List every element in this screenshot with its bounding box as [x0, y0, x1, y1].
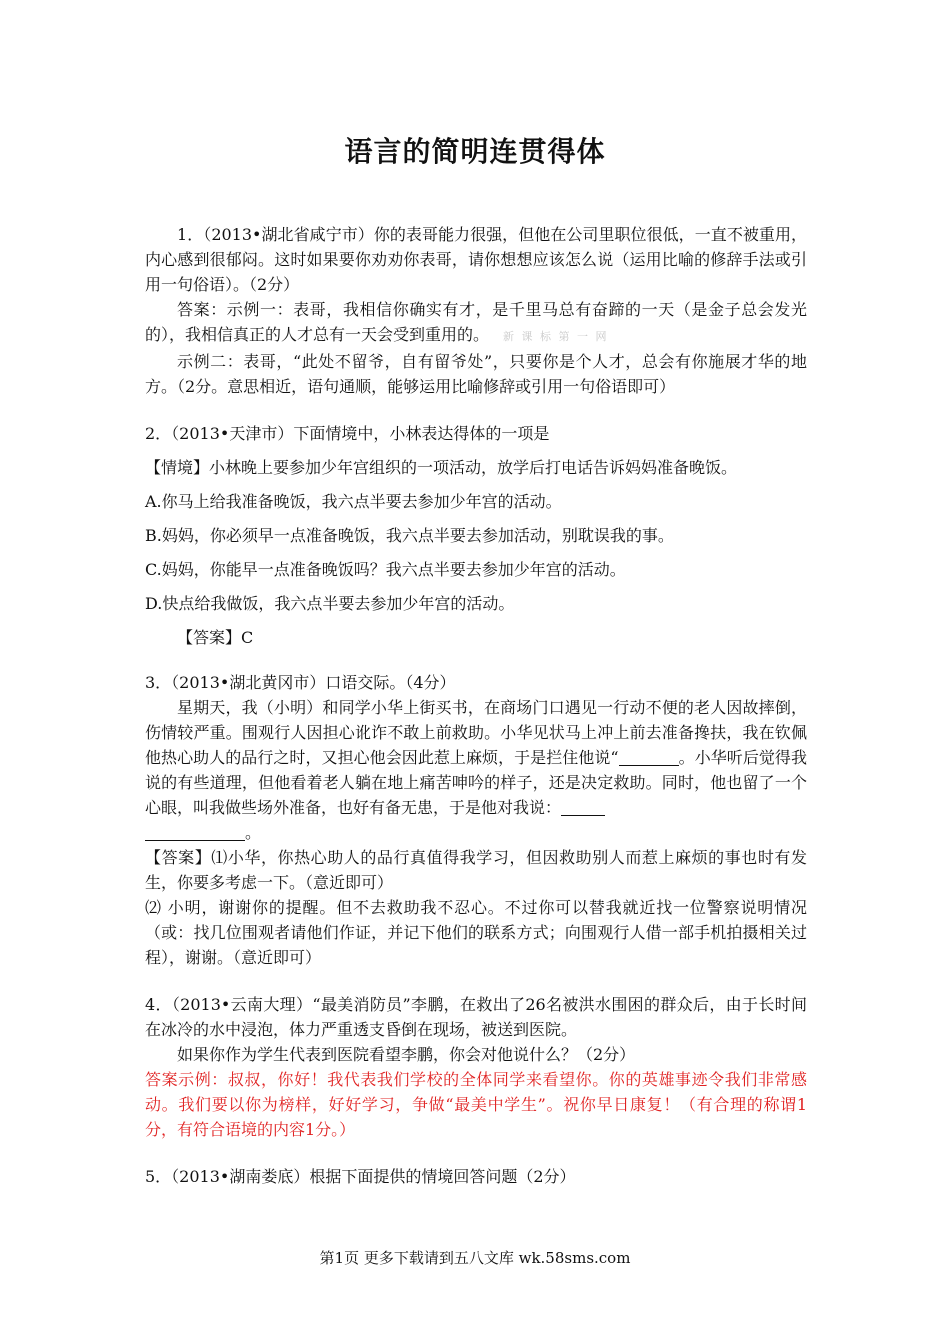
answer-blank-2a[interactable]	[561, 799, 605, 816]
q2-option-b: B.妈妈，你必须早一点准备晚饭，我六点半要去参加活动，别耽误我的事。	[145, 526, 674, 545]
answer-blank-2b[interactable]	[145, 824, 245, 841]
q2-answer: 【答案】C	[177, 628, 254, 647]
q1-answer-1-text: 答案：示例一：表哥，我相信你确实有才，是千里马总有奋蹄的一天（是金子总会发光的），我相信真正的人才总有一天会受到重用的。	[145, 300, 807, 344]
q3-passage-part-2: 。小华听后觉得我说的有些道理，但他看着老人躺在地上痛苦呻吟的样子，还是决定救助。同时，他也留了一个心眼，叫我做些场外准备，也好有备无患，于是他对我说：	[145, 748, 807, 817]
q5-question: 5．（2013•湖南娄底）根据下面提供的情境回答问题（2分）	[145, 1167, 576, 1186]
q2-option-a: A.你马上给我准备晚饭，我六点半要去参加少年宫的活动。	[145, 492, 562, 511]
q4-answer: 答案示例：叔叔，你好！我代表我们学校的全体同学来看望你。你的英雄事迹令我们非常感动。我们要以你为榜样，好好学习，争做“最美中学生”。祝你早日康复！（有合理的称谓1分，有符合语境的内容1分。）	[145, 1070, 807, 1139]
q4-prompt: 如果你作为学生代表到医院看望李鹏，你会对他说什么？（2分）	[177, 1045, 636, 1064]
document-body	[145, 222, 807, 1189]
answer-blank-1[interactable]	[619, 749, 679, 766]
q3-answer-2: ⑵ 小明，谢谢你的提醒。但不去救助我不忍心。不过你可以替我就近找一位警察说明情况（或：找几位围观者请他们作证，并记下他们的联系方式；向围观行人借一部手机拍摄相关过程），谢谢。（意近即可）	[145, 898, 807, 967]
watermark-text: 新 课 标 第 一 网	[503, 330, 609, 343]
q3-passage	[145, 695, 807, 845]
q4-question: 4．（2013•云南大理）“最美消防员”李鹏，在救出了26名被洪水围困的群众后，由于长时间在冰冷的水中浸泡，体力严重透支昏倒在现场，被送到医院。	[145, 995, 807, 1039]
q1-answer-example-2: 示例二：表哥，“此处不留爷，自有留爷处”，只要你是个人才，总会有你施展才华的地方。（2分。意思相近，语句通顺，能够运用比喻修辞或引用一句俗语即可）	[145, 352, 807, 396]
page-footer: 第1页 更多下载请到五八文库 wk.58sms.com	[319, 1249, 631, 1267]
q2-option-c: C.妈妈，你能早一点准备晚饭吗？我六点半要去参加少年宫的活动。	[145, 560, 626, 579]
q2-context: 【情境】小林晚上要参加少年宫组织的一项活动，放学后打电话告诉妈妈准备晚饭。	[145, 458, 738, 477]
q2-question: 2．（2013•天津市）下面情境中，小林表达得体的一项是	[145, 424, 550, 443]
q3-passage-end: 。	[245, 823, 262, 842]
q3-answer-1: 【答案】⑴小华，你热心助人的品行真值得我学习，但因救助别人而惹上麻烦的事也时有发生，你要多考虑一下。（意近即可）	[145, 848, 807, 892]
q1-answer-example-1	[145, 297, 807, 349]
q2-option-d: D.快点给我做饭，我六点半要去参加少年宫的活动。	[145, 594, 515, 613]
q3-question: 3．（2013•湖北黄冈市）口语交际。（4分）	[145, 673, 456, 692]
q3-passage-part-1: 星期天，我（小明）和同学小华上街买书，在商场门口遇见一行动不便的老人因故摔倒，伤情较严重。围观行人因担心讹诈不敢上前救助。小华见状马上冲上前去准备搀扶，我在钦佩他热心助人的品行之时，又担心他会因此惹上麻烦，于是拦住他说“	[145, 698, 807, 767]
page-title: 语言的简明连贯得体	[344, 135, 606, 168]
q1-question: 1．（2013•湖北省咸宁市）你的表哥能力很强，但他在公司里职位很低，一直不被重用，内心感到很郁闷。这时如果要你劝劝你表哥，请你想想应该怎么说（运用比喻的修辞手法或引用一句俗语）。（2分）	[145, 225, 807, 294]
